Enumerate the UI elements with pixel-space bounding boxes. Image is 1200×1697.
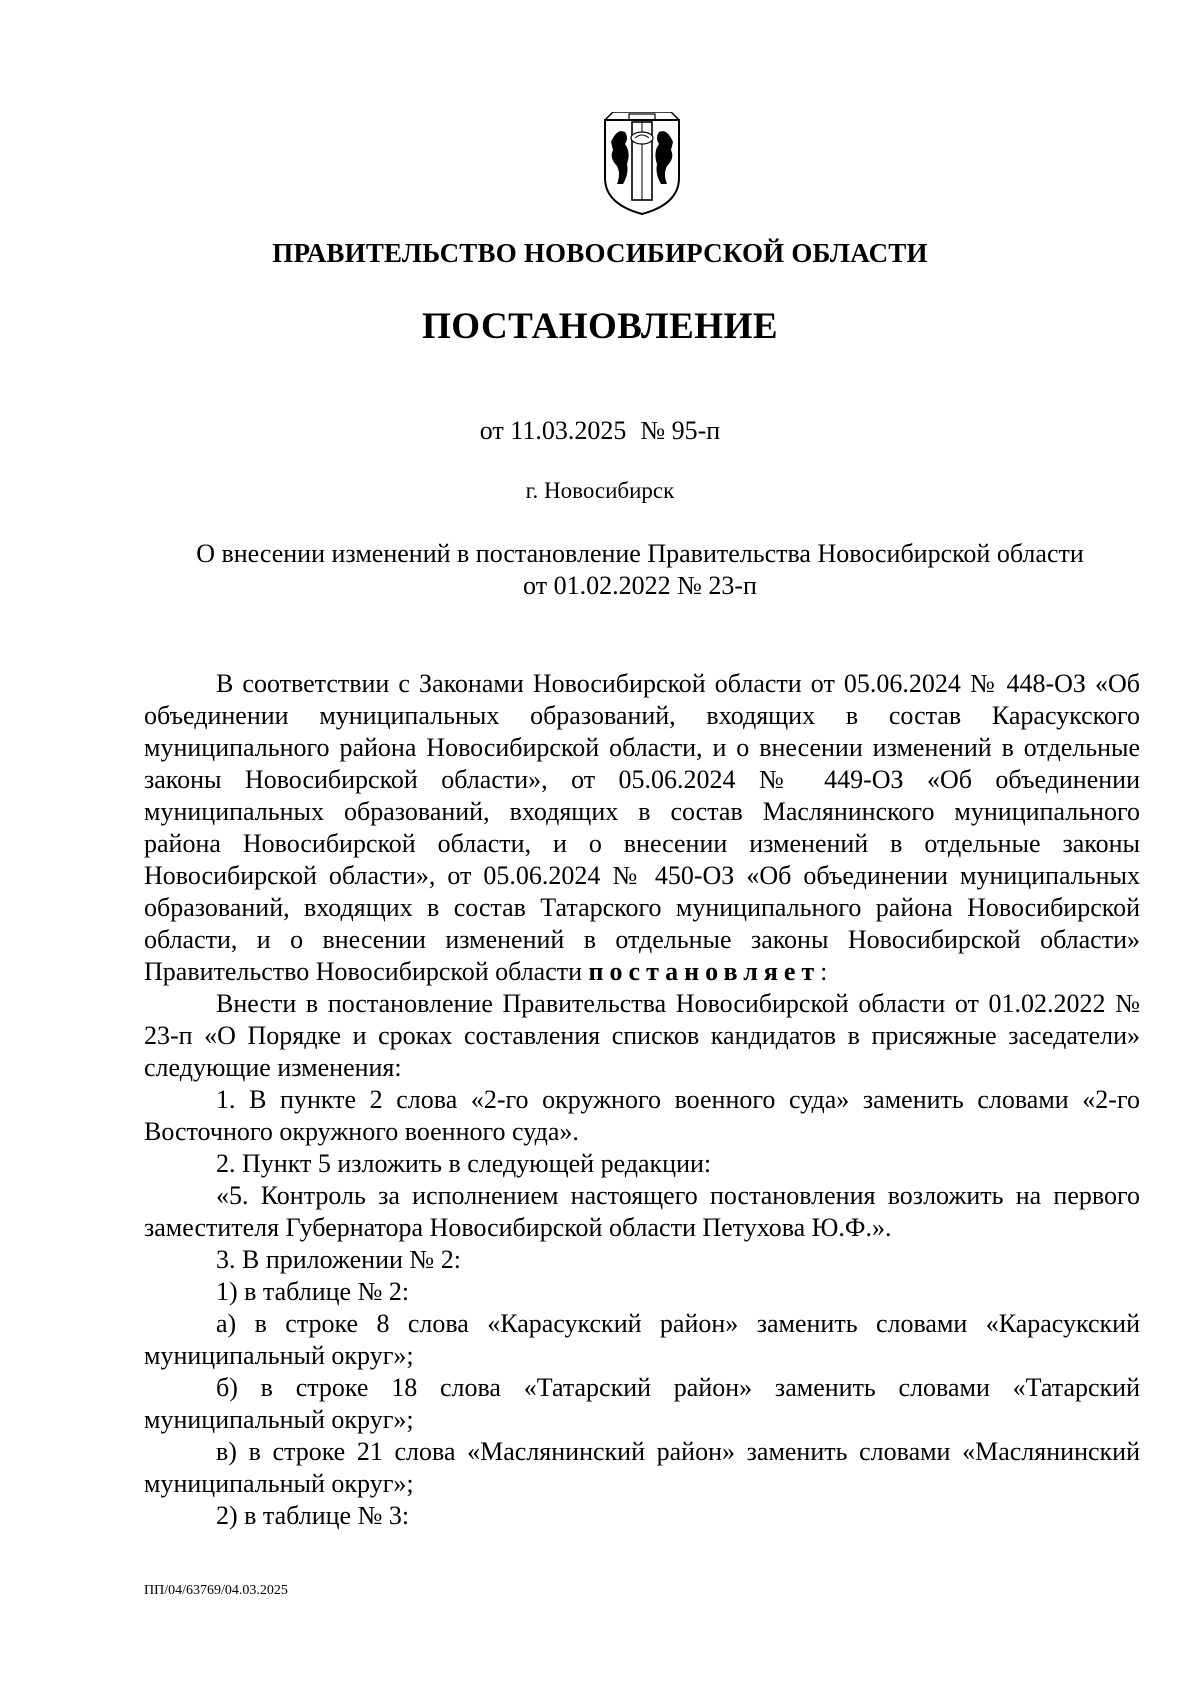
document-city: г. Новосибирск: [525, 478, 675, 503]
body-paragraph: б) в строке 18 слова «Татарский район» заменить словами «Татарский муниципальный округ»;: [144, 1373, 1140, 1434]
document-date: от 11.03.2025: [479, 416, 627, 445]
document-number: № 95-п: [640, 416, 721, 445]
body-paragraph: Внести в постановление Правительства Новосибирской области от 01.02.2022 № 23-п «О Порядке и сроках составления списков кандидатов в присяжные заседатели» следующие изменения:: [144, 989, 1140, 1082]
subject-line-2: от 01.02.2022 № 23-п: [523, 571, 757, 600]
document-body: [144, 668, 1140, 1532]
document-subject: [140, 538, 1140, 602]
decree-colon: :: [820, 957, 828, 986]
body-paragraph: 3. В приложении № 2:: [216, 1245, 461, 1274]
document-date-number: [0, 416, 1200, 446]
body-paragraph: 2. Пункт 5 изложить в следующей редакции:: [216, 1149, 712, 1178]
preamble-text: В соответствии с Законами Новосибирской области от 05.06.2024 № 448-ОЗ «Об объединении муниципальных образований, входящих в состав Карасукского муниципального района Новосибирской области, и о внесении изменений в отдельные законы Новосибирской области», от 05.06.2024 № 449-ОЗ «Об объединении муниципальных образований, входящих в состав Маслянинского муниципального района Новосибирской области, и о внесении изменений в отдельные законы Новосибирской области», от 05.06.2024 № 450-ОЗ «Об объединении муниципальных образований, входящих в состав Татарского муниципального района Новосибирской области, и о внесении изменений в отдельные законы Новосибирской области» Правительство Новосибирской области: [144, 669, 1140, 986]
preamble-paragraph: [144, 668, 1140, 988]
coat-of-arms-icon: [599, 112, 685, 216]
body-paragraph: 2) в таблице № 3:: [216, 1501, 410, 1530]
body-paragraph: 1. В пункте 2 слова «2-го окружного военного суда» заменить словами «2-го Восточного окружного военного суда».: [144, 1085, 1140, 1146]
body-paragraph: а) в строке 8 слова «Карасукский район» заменить словами «Карасукский муниципальный округ»;: [144, 1309, 1140, 1370]
document-type-title: ПОСТАНОВЛЕНИЕ: [421, 306, 779, 347]
body-paragraph: в) в строке 21 слова «Маслянинский район» заменить словами «Маслянинский муниципальный округ»;: [144, 1437, 1140, 1498]
body-paragraph: «5. Контроль за исполнением настоящего постановления возложить на первого заместителя Губернатора Новосибирской области Петухова Ю.Ф.».: [144, 1181, 1140, 1242]
subject-line-1: О внесении изменений в постановление Правительства Новосибирской области: [196, 539, 1084, 568]
document-code: ПП/04/63769/04.03.2025: [144, 1583, 288, 1598]
decree-word: постановляет: [588, 957, 821, 986]
body-paragraph: 1) в таблице № 2:: [216, 1277, 410, 1306]
organization-title: ПРАВИТЕЛЬСТВО НОВОСИБИРСКОЙ ОБЛАСТИ: [272, 238, 928, 268]
